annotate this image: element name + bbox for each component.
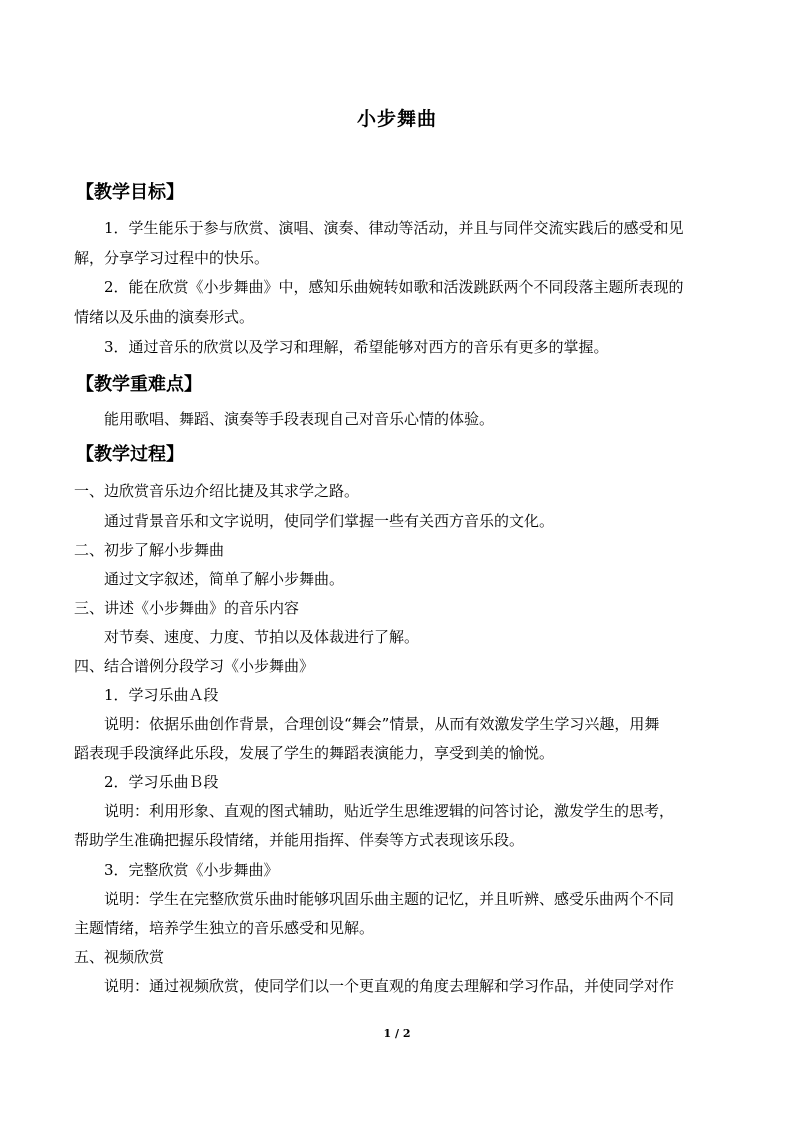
page-number: 1 / 2: [383, 1027, 411, 1040]
goal-1-line-1: 1．学生能乐于参与欣赏、演唱、演奏、律动等活动，并且与同伴交流实践后的感受和见: [104, 219, 684, 237]
process-step-1-title: 一、边欣赏音乐边介绍比捷及其求学之路。: [74, 482, 360, 500]
process-step-1-text: 通过背景音乐和文字说明，使同学们掌握一些有关西方音乐的文化。: [104, 512, 555, 530]
difficulties-text: 能用歌唱、舞蹈、演奏等手段表现自己对音乐心情的体验。: [104, 410, 495, 428]
process-step-4-sub-1-line-2: 蹈表现手段演绎此乐段，发展了学生的舞蹈表演能力，享受到美的愉悦。: [74, 744, 555, 762]
process-step-5-line-1: 说明：通过视频欣赏，使同学们以一个更直观的角度去理解和学习作品，并使同学对作: [104, 977, 675, 995]
process-step-4-title: 四、结合谱例分段学习《小步舞曲》: [74, 657, 315, 675]
section-heading-difficulties: 【教学重难点】: [76, 374, 202, 395]
process-step-4-sub-2-line-2: 帮助学生准确把握乐段情绪，并能用指挥、伴奏等方式表现该乐段。: [74, 831, 525, 849]
goal-1-line-2: 解，分享学习过程中的快乐。: [74, 249, 270, 267]
goal-3-line-1: 3．通过音乐的欣赏以及学习和理解，希望能够对西方的音乐有更多的掌握。: [104, 338, 609, 356]
page-title: 小步舞曲: [356, 108, 437, 130]
goal-2-line-2: 情绪以及乐曲的演奏形式。: [74, 308, 255, 326]
process-step-3-text: 对节奏、速度、力度、节拍以及体裁进行了解。: [104, 628, 420, 646]
goal-2-line-1: 2．能在欣赏《小步舞曲》中，感知乐曲婉转如歌和活泼跳跃两个不同段落主题所表现的: [104, 278, 684, 296]
process-step-3-title: 三、讲述《小步舞曲》的音乐内容: [74, 599, 300, 617]
section-heading-goals: 【教学目标】: [76, 182, 184, 203]
section-heading-process: 【教学过程】: [76, 444, 184, 465]
process-step-4-sub-2: 2．学习乐曲Ｂ段: [104, 773, 219, 791]
process-step-4-sub-3: 3．完整欣赏《小步舞曲》: [104, 861, 279, 879]
process-step-4-sub-1-line-1: 说明：依据乐曲创作背景，合理创设“舞会”情景，从而有效激发学生学习兴趣，用舞: [104, 715, 660, 733]
process-step-5-title: 五、视频欣赏: [74, 948, 165, 966]
process-step-2-text: 通过文字叙述，简单了解小步舞曲。: [104, 570, 345, 588]
process-step-4-sub-3-line-1: 说明：学生在完整欣赏乐曲时能够巩固乐曲主题的记忆，并且听辨、感受乐曲两个不同: [104, 890, 675, 908]
process-step-2-title: 二、初步了解小步舞曲: [74, 541, 225, 559]
process-step-4-sub-2-line-1: 说明：利用形象、直观的图式辅助，贴近学生思维逻辑的问答讨论，激发学生的思考，: [104, 802, 675, 820]
process-step-4-sub-1: 1．学习乐曲Ａ段: [104, 686, 219, 704]
process-step-4-sub-3-line-2: 主题情绪，培养学生独立的音乐感受和见解。: [74, 919, 375, 937]
